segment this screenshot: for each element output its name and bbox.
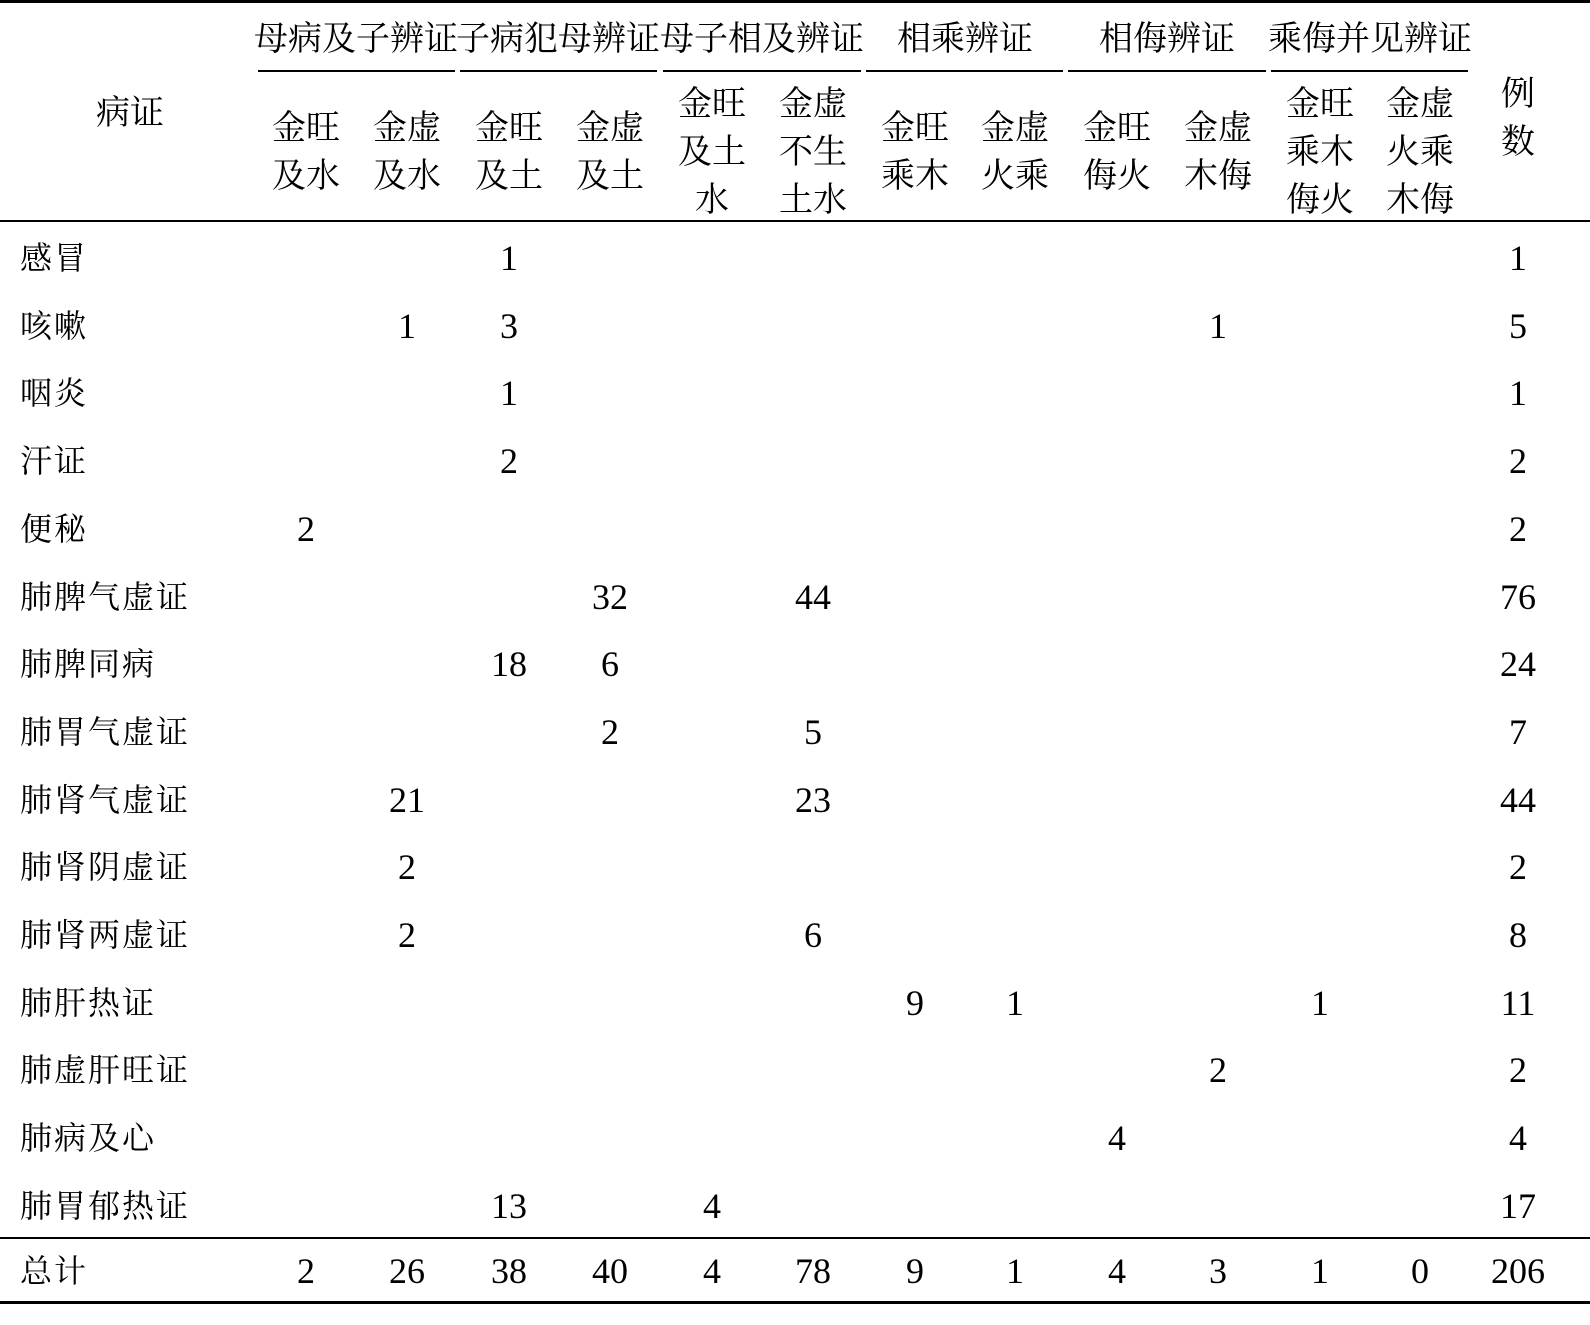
table-cell: 2 [601, 711, 619, 752]
totals-cell: 1 [1311, 1251, 1329, 1291]
group-header: 母子相及辨证 [660, 19, 864, 59]
totals-cell: 9 [906, 1251, 924, 1291]
table-cell: 5 [804, 711, 822, 752]
sub-header [1286, 80, 1354, 224]
sub-header-line: 金旺 [1083, 108, 1151, 148]
group-underline [460, 70, 657, 72]
totals-top-rule [0, 1237, 1590, 1239]
sub-header-line: 火乘 [1386, 132, 1454, 172]
totals-cell: 4 [1108, 1251, 1126, 1291]
group-header: 相侮辨证 [1099, 19, 1235, 59]
group-header: 子病犯母辨证 [456, 19, 660, 59]
sub-header-line: 乘木 [1286, 132, 1354, 172]
row-label: 肺肝热证 [20, 983, 157, 1022]
row-total: 11 [1500, 982, 1536, 1023]
group-underline [1271, 70, 1468, 72]
sub-header-line: 及土 [475, 156, 543, 196]
table-cell: 1 [1209, 305, 1227, 346]
sub-header-line: 乘木 [881, 156, 949, 196]
table-cell: 23 [795, 779, 831, 820]
row-total: 7 [1509, 711, 1527, 752]
totals-cell: 3 [1209, 1251, 1227, 1291]
sub-header-line: 侮火 [1083, 156, 1151, 196]
table-cell: 9 [906, 982, 924, 1023]
sub-header-line: 金虚 [981, 108, 1049, 148]
table-cell: 3 [500, 305, 518, 346]
table-cell: 1 [1311, 982, 1329, 1023]
sub-header-line: 金虚 [576, 108, 644, 148]
totals-cell: 0 [1411, 1251, 1429, 1291]
table-cell: 13 [491, 1185, 527, 1226]
group-underline [663, 70, 861, 72]
table-cell: 1 [1006, 982, 1024, 1023]
count-header [1501, 70, 1535, 166]
row-total: 17 [1500, 1185, 1536, 1226]
table-cell: 6 [804, 915, 822, 955]
sub-header-line: 金虚 [779, 84, 847, 124]
group-underline [258, 70, 455, 72]
row-total: 2 [1509, 508, 1527, 549]
row-total: 2 [1509, 441, 1527, 482]
totals-cell: 78 [795, 1251, 831, 1291]
table-cell: 2 [398, 847, 416, 888]
totals-cell: 2 [297, 1251, 315, 1291]
row-total: 1 [1509, 373, 1527, 414]
sub-header-line: 土水 [779, 180, 847, 220]
row-label: 肺肾气虚证 [20, 780, 191, 819]
group-header: 相乘辨证 [897, 19, 1033, 59]
totals-cell: 1 [1006, 1251, 1024, 1291]
group-underline [1068, 70, 1266, 72]
row-total: 76 [1500, 576, 1536, 617]
table-cell: 2 [398, 915, 416, 955]
sub-header-line: 金旺 [881, 108, 949, 148]
sub-header-line: 及土 [678, 132, 746, 172]
row-label: 肺胃郁热证 [20, 1186, 191, 1225]
sub-header-line: 水 [695, 180, 729, 220]
count-header-char: 数 [1501, 122, 1535, 162]
group-header: 乘侮并见辨证 [1268, 19, 1472, 59]
row-label: 肺肾两虚证 [20, 916, 191, 954]
sub-header-line: 金虚 [373, 108, 441, 148]
row-label: 感冒 [20, 239, 89, 277]
group-header: 母病及子辨证 [254, 19, 458, 59]
row-total: 1 [1509, 238, 1527, 278]
totals-cell: 38 [491, 1251, 527, 1291]
sub-header-line: 侮火 [1286, 180, 1354, 220]
table-cell: 1 [398, 305, 416, 346]
row-label: 肺脾气虚证 [20, 577, 191, 616]
sub-header-line: 金旺 [678, 84, 746, 124]
bottom-rule [0, 1301, 1590, 1304]
table-cell: 1 [500, 373, 518, 414]
row-label: 汗证 [20, 442, 89, 481]
row-total: 2 [1509, 847, 1527, 888]
table-cell: 2 [1209, 1050, 1227, 1091]
row-total: 44 [1500, 779, 1536, 820]
sub-header-line: 及水 [373, 156, 441, 196]
sub-header [373, 104, 441, 200]
table-cell: 21 [389, 779, 425, 820]
row-total: 4 [1509, 1118, 1527, 1159]
count-header-char: 例 [1501, 74, 1535, 114]
top-rule [0, 0, 1590, 3]
sub-header-line: 木侮 [1386, 180, 1454, 220]
sub-header [1083, 104, 1151, 200]
sub-header-line: 及水 [272, 156, 340, 196]
sub-header-line: 金旺 [1286, 84, 1354, 124]
sub-header [881, 104, 949, 200]
totals-label: 总计 [20, 1252, 89, 1290]
totals-cell: 26 [389, 1251, 425, 1291]
table-cell: 18 [491, 644, 527, 685]
table-cell: 44 [795, 576, 831, 617]
sub-header-line: 不生 [779, 132, 847, 172]
sub-header [272, 104, 340, 200]
row-total: 2 [1509, 1050, 1527, 1091]
row-header: 病证 [96, 93, 164, 133]
row-label: 咽炎 [20, 374, 89, 413]
table-cell: 32 [592, 576, 628, 617]
table-cell: 4 [1108, 1118, 1126, 1159]
sub-header [1386, 80, 1454, 224]
sub-header-line: 金虚 [1386, 84, 1454, 124]
sub-header-line: 金旺 [475, 108, 543, 148]
sub-header [475, 104, 543, 200]
totals-cell: 40 [592, 1251, 628, 1291]
row-label: 便秘 [20, 509, 89, 548]
sub-header [576, 104, 644, 200]
row-label: 咳嗽 [20, 306, 89, 345]
sub-header [678, 80, 746, 224]
sub-header-line: 火乘 [981, 156, 1049, 196]
sub-header [779, 80, 847, 224]
table-cell: 4 [703, 1185, 721, 1226]
sub-header-line: 及土 [576, 156, 644, 196]
row-total: 24 [1500, 644, 1536, 685]
totals-cell: 4 [703, 1251, 721, 1291]
group-underline [866, 70, 1063, 72]
row-label: 肺肾阴虚证 [20, 848, 191, 887]
sub-header [981, 104, 1049, 200]
sub-header-line: 金旺 [272, 108, 340, 148]
grand-total: 206 [1491, 1251, 1545, 1291]
table-cell: 2 [297, 508, 315, 549]
row-total: 8 [1509, 915, 1527, 955]
sub-header [1184, 104, 1252, 200]
row-total: 5 [1509, 305, 1527, 346]
row-label: 肺病及心 [20, 1119, 157, 1158]
table-cell: 6 [601, 644, 619, 685]
row-label: 肺胃气虚证 [20, 712, 191, 751]
table-cell: 1 [500, 238, 518, 278]
row-label: 肺脾同病 [20, 645, 157, 684]
row-label: 肺虚肝旺证 [20, 1051, 191, 1090]
table-cell: 2 [500, 441, 518, 482]
sub-header-line: 木侮 [1184, 156, 1252, 196]
sub-header-line: 金虚 [1184, 108, 1252, 148]
